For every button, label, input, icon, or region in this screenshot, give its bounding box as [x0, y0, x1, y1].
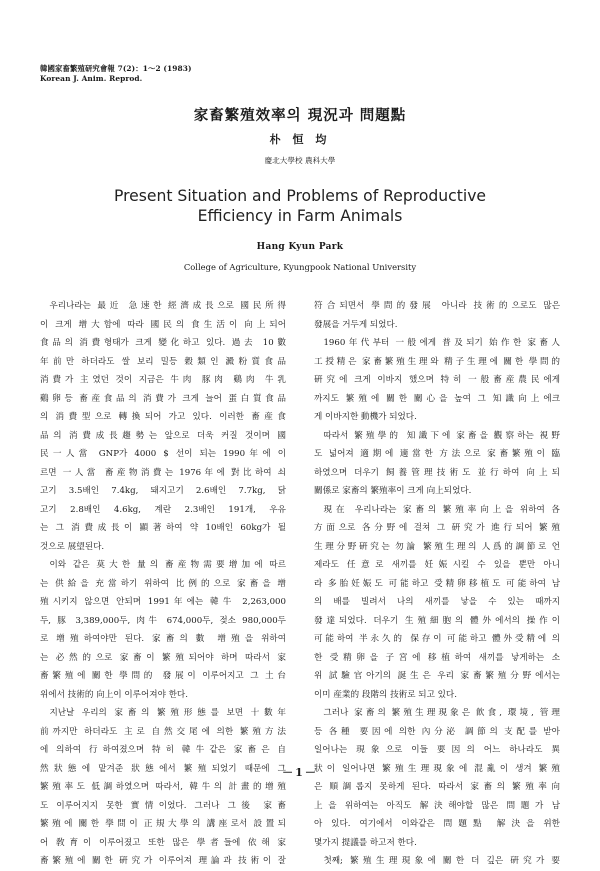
- text-line: 까지도 繁殖에 關한 關心을 높여 그 知識向上에크: [314, 393, 560, 404]
- text-line: 등 各種 要因에 의한 內分泌 調節의 支配를 받아: [314, 726, 560, 737]
- text-line: 然狀態에 맡겨준 狀態에서 繁殖되었기 때문에 그: [40, 763, 286, 774]
- text-line: 發展을 거두게 되었다.: [314, 319, 398, 330]
- title-english: [40, 186, 560, 226]
- text-line: 고기 3.5배인 7.4kg, 돼지고기 2.6배인 7.7kg, 닭: [40, 486, 286, 496]
- text-line: 符合되면서 學問的發展 아니라 技術的으로도 많은: [314, 301, 560, 311]
- text-line: 生理分野硏究는 勿論 繁殖生理의 人爲的調節로 언: [314, 541, 560, 552]
- text-line: 硏究에 크게 이바지 했으며 特히 一般畜産農民에게: [314, 375, 560, 385]
- right-column: [314, 297, 560, 871]
- text-line: 은 順調롭지 못하게 된다. 따라서 家畜의 繁殖率向: [314, 782, 560, 792]
- text-line: 제라도 任意로 새끼를 妊娠시킬 수 있을 뿐만 아니: [314, 560, 560, 570]
- affiliation-english: College of Agriculture, Kyungpook National University: [183, 262, 417, 272]
- text-line: 에 의하여 行하여졌으며 特히 韓牛같은 家畜은 自: [40, 745, 286, 755]
- text-line: 이 크게 增大함에 따라 國民의 食生活이 向上되어: [40, 319, 286, 330]
- journal-citation: [40, 64, 560, 84]
- text-line: 畜繁殖에 關한 學問的 發展이 이루어지고 그 土台: [40, 671, 286, 681]
- page-number: －1－: [282, 766, 318, 779]
- text-line: 年前만 하더라도 쌀 보리 밀등 穀類인 澱粉質食品: [40, 356, 286, 367]
- text-line: 하였으며 더우기 飼養管理技術도 並行하여 向上되: [314, 467, 560, 478]
- body-text: [40, 297, 560, 871]
- journal-citation-korean: 韓國家畜繁殖研究會報 7(2)：1～2 (1983): [40, 64, 192, 73]
- text-line: 어 敎育이 이루어졌고 또한 많은 學者들에 依해 家: [40, 837, 286, 848]
- text-line: 도 이루어지지 못한 實情이었다. 그러나 그後 家畜: [40, 800, 286, 811]
- text-line: 그러나 家畜의 繁殖生理現象은 飮食, 環境, 管理: [323, 708, 560, 718]
- text-line: 첫째; 繁殖生理現象에 關한 더 깊은 硏究가 要: [323, 856, 560, 866]
- text-line: 消費가 主였던 것이 지금은 牛肉 豚肉 鷄肉 牛乳: [40, 375, 286, 385]
- text-line: 것으로 展望된다.: [40, 541, 105, 552]
- text-line: 可能하여 半永久的 保存이 可能하고 體外受精에 의: [314, 634, 560, 644]
- text-line: 殖시키지 않으면 안되며 1991年에는 韓牛 2,263,000: [40, 597, 286, 607]
- text-line: 는 供給을 充當하기 위하여 比例的으로 家畜을 增: [40, 578, 286, 589]
- text-line: 繁殖에 關한 學問이 正規大學의 講座로서 設置되: [40, 819, 286, 829]
- text-line: 關係로 家畜의 繁殖率이 크게 向上되었다.: [314, 486, 472, 496]
- text-line: 로 增殖하여야만 된다. 家畜의 數 增殖을 위하여: [40, 634, 286, 644]
- text-line: 아 있다. 여기에서 이와같은 問題點 解決을 위한: [314, 819, 560, 829]
- author-english: Hang Kyun Park: [256, 242, 344, 252]
- text-line: 이미 産業的 段階의 技術로 되고 있다.: [314, 689, 457, 700]
- text-line: 일어나는 現象으로 이들 要因의 어느 하나라도 異: [314, 745, 560, 755]
- text-line: 지난날 우리의 家畜의 繁殖形態를 보면 十數年: [49, 708, 286, 718]
- text-line: 發達되었다. 더우기 生殖細胞의 體外에서의 操作이: [314, 615, 560, 626]
- text-line: 는 必然的으로 家畜이 繁殖되어야 하며 따라서 家: [40, 652, 286, 663]
- text-line: 르면 一人當 畜産物消費는 1976年에 對比하여 쇠: [40, 467, 286, 478]
- text-line: 몇가지 提議를 하고저 한다.: [314, 837, 417, 848]
- journal-citation-english: Korean J. Anim. Reprod.: [40, 74, 143, 83]
- text-line: 두, 豚 3,389,000두, 肉牛 674,000두, 젖소 980,000두: [40, 615, 286, 626]
- left-column: [40, 297, 286, 871]
- text-line: 工授精은 家畜繁殖生理와 精子生理에 關한 學問的: [314, 356, 560, 367]
- text-line: 畜繁殖에 關한 硏究가 이루어져 理論과 技術이 잘: [40, 856, 286, 866]
- text-line: 品의 消費成長趨勢는 앞으로 더욱 커질 것이며 國: [40, 430, 286, 441]
- text-line: 한 受精卵을 子宮에 移植하여 새끼를 낳게하는 소: [314, 652, 560, 663]
- text-line: 狀이 일어나면 繁殖生理現象에 混亂이 생겨 繁殖: [314, 763, 560, 774]
- title-english-line: Efficiency in Farm Animals: [197, 207, 403, 225]
- text-line: 는 그 消費成長이 顯著하여 약 10배인 60kg가 될: [40, 523, 286, 533]
- text-line: 食品의 消費형태가 크게 變化하고 있다. 過去 10數: [40, 338, 286, 348]
- text-line: 도 넓어져 適期에 適當한 方法으로 家畜繁殖이 臨: [314, 449, 560, 459]
- author-korean: 朴 恒 均: [269, 133, 331, 146]
- title-english-line: Present Situation and Problems of Reproductive: [113, 187, 487, 205]
- text-line: 위에서 技術的 向上이 이루어져야 한다.: [40, 689, 188, 700]
- text-line: 繁殖率도 低調하였으며 따라서, 韓牛의 計畫的增殖: [40, 782, 286, 792]
- text-line: 現在 우리나라는 家畜의 繁殖率向上을 위하여 各: [323, 504, 560, 515]
- text-line: 前까지만 하더라도 主로 自然交尾에 의한 繁殖方法: [40, 726, 286, 737]
- text-line: 고기 2.8배인 4.6kg, 계란 2.3배인 191개, 우유: [40, 504, 286, 515]
- text-line: 鷄卵등 畜産食品의 消費가 크게 늘어 蛋白質食品: [40, 393, 286, 404]
- text-line: 위 試驗官아기의 誕生은 우리 家畜繁殖分野에서는: [314, 671, 560, 681]
- text-line: 우리나라는 最近 急速한 經濟成長으로 國民所得: [49, 301, 286, 311]
- title-korean: 家畜繁殖效率의 現況과 問題點: [193, 107, 407, 124]
- text-line: 民一人當 GNP가 4000 $ 선이 되는 1990年에 이: [40, 449, 286, 459]
- affiliation-korean: 慶北大學校 農科大學: [264, 156, 336, 165]
- text-line: 의 배를 빌려서 나의 새끼를 낳을 수 있는 때까지: [314, 597, 560, 607]
- text-line: 이와 같은 莫大한 量의 畜産物需要增加에 따르: [49, 560, 286, 570]
- text-line: 의 消費型으로 轉換되어 가고 있다. 이러한 畜産食: [40, 412, 286, 422]
- text-line: 라 多胎妊娠도 可能하고 受精卵移植도 可能하여 남: [314, 578, 560, 589]
- text-line: 따라서 繁殖學的 知識下에 家畜을 觀察하는 視野: [323, 430, 560, 441]
- text-line: 1960年代부터 一般에게 普及되기 始作한 家畜人: [323, 338, 560, 348]
- text-line: 方面으로 各分野에 걸쳐 그 硏究가 進行되어 繁殖: [314, 523, 560, 533]
- text-line: 上을 위하여는 아직도 解決해야할 많은 問題가 남: [314, 800, 560, 811]
- text-line: 게 이바지한 動機가 되었다.: [314, 412, 417, 422]
